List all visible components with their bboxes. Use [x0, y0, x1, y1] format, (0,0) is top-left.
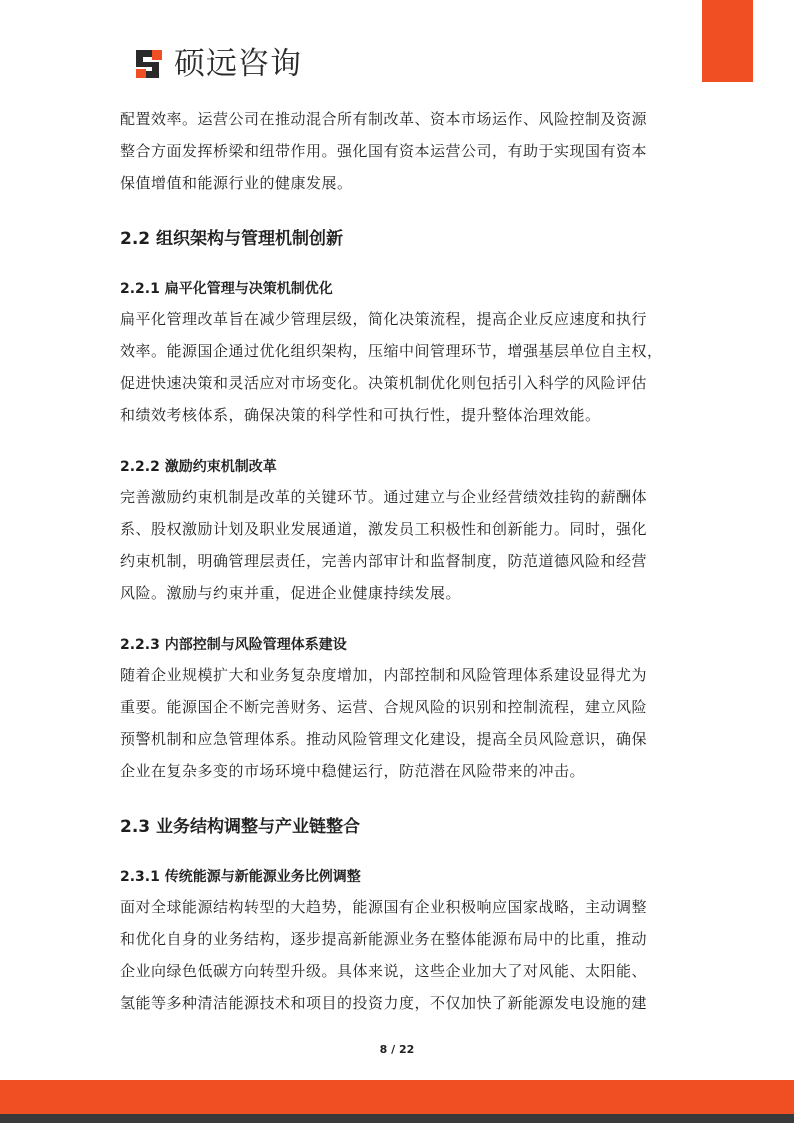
document-body: [120, 103, 680, 1019]
paragraph-2-2-2: [120, 481, 680, 609]
intro-paragraph: [120, 103, 680, 199]
text-line: 扁平化管理改革旨在减少管理层级，简化决策流程，提高企业反应速度和执行: [120, 310, 648, 328]
paragraph-2-2-3: [120, 659, 680, 787]
text-line: 完善激励约束机制是改革的关键环节。通过建立与企业经营绩效挂钩的薪酬体: [120, 488, 648, 506]
text-line: 促进快速决策和灵活应对市场变化。决策机制优化则包括引入科学的风险评估: [120, 374, 648, 392]
page-number: 8 / 22: [379, 1043, 415, 1056]
footer-accent-band: [0, 1080, 794, 1114]
text-line: 面对全球能源结构转型的大趋势，能源国有企业积极响应国家战略，主动调整: [120, 898, 648, 916]
paragraph-2-3-1: [120, 891, 680, 1019]
text-line: 企业在复杂多变的市场环境中稳健运行，防范潜在风险带来的冲击。: [120, 762, 586, 780]
text-line: 预警机制和应急管理体系。推动风险管理文化建设，提高全员风险意识，确保: [120, 730, 648, 748]
text-line: 系、股权激励计划及职业发展通道，激发员工积极性和创新能力。同时，强化: [120, 520, 648, 538]
text-line: 效率。能源国企通过优化组织架构，压缩中间管理环节，增强基层单位自主权，: [120, 342, 663, 360]
text-line: 保值增值和能源行业的健康发展。: [120, 174, 353, 192]
brand-name: 硕远咨询: [174, 46, 302, 82]
footer-dark-band: [0, 1114, 794, 1123]
text-line: 风险。激励与约束并重，促进企业健康持续发展。: [120, 584, 462, 602]
text-line: 氢能等多种清洁能源技术和项目的投资力度，不仅加快了新能源发电设施的建: [120, 994, 648, 1012]
paragraph-2-2-1: [120, 303, 680, 431]
section-heading-2-2: 2.2 组织架构与管理机制创新: [120, 229, 344, 249]
text-line: 企业向绿色低碳方向转型升级。具体来说，这些企业加大了对风能、太阳能、: [120, 962, 648, 980]
logo-mark-icon: [132, 47, 166, 81]
text-line: 配置效率。运营公司在推动混合所有制改革、资本市场运作、风险控制及资源: [120, 110, 648, 128]
subsection-heading-2-3-1: 2.3.1 传统能源与新能源业务比例调整: [120, 869, 361, 885]
subsection-heading-2-2-3: 2.2.3 内部控制与风险管理体系建设: [120, 637, 347, 653]
text-line: 重要。能源国企不断完善财务、运营、合规风险的识别和控制流程，建立风险: [120, 698, 648, 716]
brand-logo: [132, 44, 302, 84]
text-line: 和优化自身的业务结构，逐步提高新能源业务在整体能源布局中的比重，推动: [120, 930, 648, 948]
text-line: 和绩效考核体系，确保决策的科学性和可执行性，提升整体治理效能。: [120, 406, 601, 424]
text-line: 随着企业规模扩大和业务复杂度增加，内部控制和风险管理体系建设显得尤为: [120, 666, 648, 684]
subsection-heading-2-2-1: 2.2.1 扁平化管理与决策机制优化: [120, 281, 333, 297]
subsection-heading-2-2-2: 2.2.2 激励约束机制改革: [120, 459, 277, 475]
section-heading-2-3: 2.3 业务结构调整与产业链整合: [120, 817, 361, 837]
text-line: 约束机制，明确管理层责任，完善内部审计和监督制度，防范道德风险和经营: [120, 552, 648, 570]
corner-accent-block: [702, 0, 753, 82]
text-line: 整合方面发挥桥梁和纽带作用。强化国有资本运营公司，有助于实现国有资本: [120, 142, 648, 160]
